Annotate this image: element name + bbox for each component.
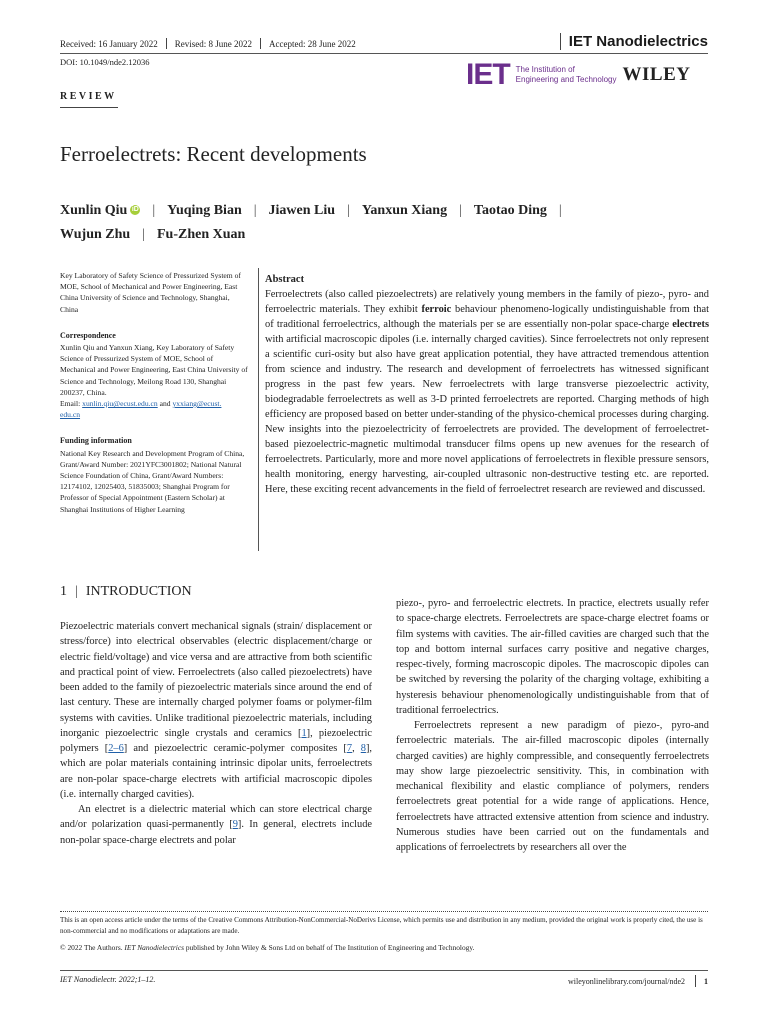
text-segment: Piezoelectric materials convert mechanical signals (strain/ displacement or stress/force) into electrical observables (electric displacement/charge or electric field/voltage) and vice versa and are attractive from both scientific and practical point of view. Ferroelectrets (also called piezoelectrets) have been added to the family of piezoelectric materials since around the end of last century. These are internally charged polymer foams or polymer-film systems with cavities. Unlike traditional piezoelectric materials, including inorganic piezoelectric single crystals and ceramics [ bbox=[60, 621, 372, 739]
funding-text: National Key Research and Development Program of China, Grant/Award Number: 2021YFC3001802; National Natural Science Foundation of China, Grant/Award Numbers: 12174102, 12025403, 51835003; Shanghai Program for Professor of Special Appointment (Eastern Scholar) at Shanghai Institutions of Higher Learning bbox=[60, 448, 245, 514]
footer-rule bbox=[60, 970, 708, 971]
paragraph: Ferroelectrets represent a new paradigm of piezo-, pyro-and ferroelectric materials. The air-filled macroscopic dipoles (internally charged cavities) are highly compressible, and consequently ferroelectrets may show large piezoelectric sensitivity. This, in combination with mechanical flexibility and elastic compliance of polymers, renders ferroelectrets great potential for a wide range of applications. Hence, ferroelectrets have attracted extensive attention from science and industry. Numerous studies have been carried out on the fundamentals and applications of ferroelectrets by researchers all over the bbox=[396, 720, 709, 853]
text-segment: , bbox=[352, 743, 361, 754]
section-divider: | bbox=[75, 584, 78, 599]
section-title: INTRODUCTION bbox=[85, 584, 192, 599]
email-link[interactable]: xunlin.qiu@ecust.edu.cn bbox=[82, 399, 158, 409]
author-list bbox=[60, 199, 720, 247]
abstract-keyword: electrets bbox=[672, 319, 709, 330]
license-note bbox=[60, 915, 708, 937]
divider bbox=[560, 33, 561, 50]
body-column-right bbox=[396, 596, 709, 855]
divider bbox=[260, 38, 261, 49]
iet-logo-icon: IET bbox=[466, 58, 510, 91]
page-title: Ferroelectrets: Recent developments bbox=[60, 142, 367, 166]
wiley-logo: WILEY bbox=[622, 64, 691, 85]
correspondence-address: Xunlin Qiu and Yanxun Xiang, Key Laboratory of Safety Science of Pressurized System of MOE, School of Mechanical and Power Engineering, East China University of Science and Technology, Meilong Road 130, Shanghai 200237, China. bbox=[60, 343, 248, 397]
divider bbox=[166, 38, 167, 49]
iet-logo-line-1: The Institution of bbox=[515, 65, 575, 74]
author-separator: | bbox=[152, 203, 156, 218]
text-segment: ], piezoelectric polymers [ bbox=[60, 727, 372, 754]
journal-title[interactable]: IET Nanodielectrics bbox=[568, 33, 708, 50]
paragraph: piezo-, pyro- and ferroelectric electrets. In practice, electrets usually refer to space-charge electrets. Ferroelectrets are space-charge electret foams or film systems with cavities. The air-filled cavities are charged such that the top and bottom internal surfaces carry positive and negative charges, respec-tively, forming macroscopic dipoles. The macroscopic dipoles can be switched by reversing the polarity of the charging voltage, exhibiting a hysteresis behaviour phenomenologically undistinguishable from that of traditional ferroelectrics. bbox=[396, 598, 709, 716]
citation-link[interactable]: 2–6 bbox=[108, 743, 124, 754]
email-label: Email: bbox=[60, 399, 83, 409]
author-separator: | bbox=[253, 203, 257, 218]
header-rule bbox=[60, 53, 708, 54]
copyright-journal: IET Nanodielectrics bbox=[124, 943, 185, 952]
email-conjunction: and bbox=[157, 399, 173, 409]
section-number: 1 bbox=[60, 584, 67, 599]
page-number: 1 bbox=[704, 976, 708, 986]
email-part[interactable]: yxxiang@ecust. bbox=[172, 399, 222, 409]
footnote-divider bbox=[60, 911, 708, 912]
abstract-segment: with artificial macroscopic dipoles (i.e. internally charged cavities). Since ferroelectrets not only represent a scientific curi-osity but also have great application potential, they have attracted tremendous attention from science and industry. The research and development of ferroelectrets has witnessed significant progress in the past few years. New ferroelectrets with large transverse piezoelectric activity, biodegradable ferroelectrets as well as 3-D printed ferroelectrets are reported. Charging methods of high efficiency are proposed based on better under-standing of the physico-chemical processes during charging. New insights into the piezoelectricity of ferroelectrets are provided. The development of ferroelectret-based piezoelectric-magnetic multimodal transducer films opens up new avenues for the research of ferroelectrets. Particularly, more and more novel applications of ferroelectrets in flexible pressure sensors, health monitoring, energy harvesting, air-coupled ultrasonic non-destructive testing etc. are reported. Here, these exciting recent advancements in the field of ferroelectret research are reviewed and discussed. bbox=[265, 334, 709, 495]
article-info-column bbox=[60, 270, 248, 530]
publisher-logos[interactable] bbox=[466, 60, 690, 90]
citation-link[interactable]: 1 bbox=[301, 727, 307, 739]
email-part[interactable]: edu.cn bbox=[60, 410, 81, 420]
footer-right bbox=[568, 975, 708, 987]
author-name[interactable]: Xunlin Qiu bbox=[60, 203, 128, 218]
correspondence-text bbox=[60, 342, 248, 420]
abstract-heading: Abstract bbox=[265, 274, 305, 285]
text-segment: ], which are polar materials containing intrinsic dipolar units, ferroelectrets are non-polar space-charge electrets with artificial macroscopic dipoles (i.e. internally charged cavities). bbox=[60, 743, 372, 800]
copyright-note bbox=[60, 943, 474, 952]
funding-heading: Funding information bbox=[60, 436, 132, 446]
article-type: REVIEW bbox=[60, 91, 117, 102]
citation-link[interactable]: 7 bbox=[346, 743, 353, 754]
body-column-left bbox=[60, 619, 372, 848]
paragraph bbox=[60, 619, 372, 802]
citation-link[interactable]: 8 bbox=[360, 743, 366, 754]
divider bbox=[695, 975, 696, 987]
author-separator: | bbox=[459, 203, 462, 218]
license-text: This is an open access article under the terms of the Creative Commons Attribution-NonCommercial-NoDerivs License, which permits use and distribution in any medium, provided the original work is properly cited, the use is non-commercial and no modifications or adaptations are made. bbox=[60, 916, 703, 935]
paragraph bbox=[60, 802, 372, 848]
citation-link[interactable]: 9 bbox=[232, 819, 238, 831]
author-separator: | bbox=[558, 203, 562, 218]
author-separator: | bbox=[142, 227, 145, 242]
iet-logo-text bbox=[516, 65, 617, 85]
revised-date: Revised: 8 June 2022 bbox=[174, 38, 252, 49]
abstract-text bbox=[265, 287, 709, 497]
article-type-underline bbox=[60, 107, 118, 108]
author-separator: | bbox=[347, 203, 350, 218]
copyright-text: © 2022 The Authors. bbox=[60, 943, 125, 952]
copyright-text: published by John Wiley & Sons Ltd on behalf of The Institution of Engineering and Technology. bbox=[184, 943, 475, 952]
abstract-rule bbox=[258, 268, 259, 551]
abstract-keyword: ferroic bbox=[421, 304, 452, 315]
text-segment: ]. In general, electrets include non-polar space-charge electrets and polar bbox=[60, 819, 372, 846]
correspondence-block bbox=[60, 330, 248, 421]
accepted-date: Accepted: 28 June 2022 bbox=[268, 38, 356, 49]
correspondence-heading: Correspondence bbox=[60, 330, 116, 340]
author[interactable]: Yuqing Bian bbox=[167, 203, 242, 218]
journal-url[interactable]: wileyonlinelibrary.com/journal/nde2 bbox=[567, 976, 685, 986]
doi[interactable]: DOI: 10.1049/nde2.12036 bbox=[60, 57, 150, 67]
author[interactable]: Jiawen Liu bbox=[268, 203, 336, 218]
text-segment: ] and piezoelectric ceramic-polymer composites [ bbox=[123, 743, 347, 754]
orcid-icon[interactable]: iD bbox=[131, 206, 139, 213]
affiliation-block bbox=[60, 270, 248, 315]
author[interactable] bbox=[60, 203, 140, 218]
author[interactable]: Wujun Zhu bbox=[60, 227, 131, 242]
abstract bbox=[265, 272, 709, 497]
abstract-segment: behaviour phenomeno-logically undistinguishable from that of traditional ferroelectrics, although the materials per se are essentially non-polar space-charge bbox=[265, 304, 709, 330]
received-date: Received: 16 January 2022 bbox=[60, 38, 158, 49]
author[interactable]: Taotao Ding bbox=[473, 203, 547, 218]
article-dates bbox=[60, 38, 356, 49]
section-heading bbox=[60, 584, 192, 600]
iet-logo-line-2: Engineering and Technology bbox=[515, 75, 617, 84]
journal-citation: IET Nanodielectr. 2022;1–12. bbox=[60, 975, 156, 984]
abstract-segment: Ferroelectrets (also called piezoelectrets) are relatively young members in the family of piezo-, pyro- and ferroelectric materials. They exhibit bbox=[265, 289, 709, 315]
funding-block bbox=[60, 435, 248, 514]
author[interactable]: Yanxun Xiang bbox=[361, 203, 448, 218]
text-segment: An electret is a dielectric material which can store electrical charge and/or polarization quasi-permanently [ bbox=[60, 804, 372, 831]
journal-name[interactable] bbox=[560, 33, 708, 50]
affiliation: Key Laboratory of Safety Science of Pressurized System of MOE, School of Mechanical and Power Engineering, East China University of Science and Technology, Shanghai, China bbox=[60, 271, 241, 314]
author[interactable]: Fu-Zhen Xuan bbox=[157, 227, 246, 242]
